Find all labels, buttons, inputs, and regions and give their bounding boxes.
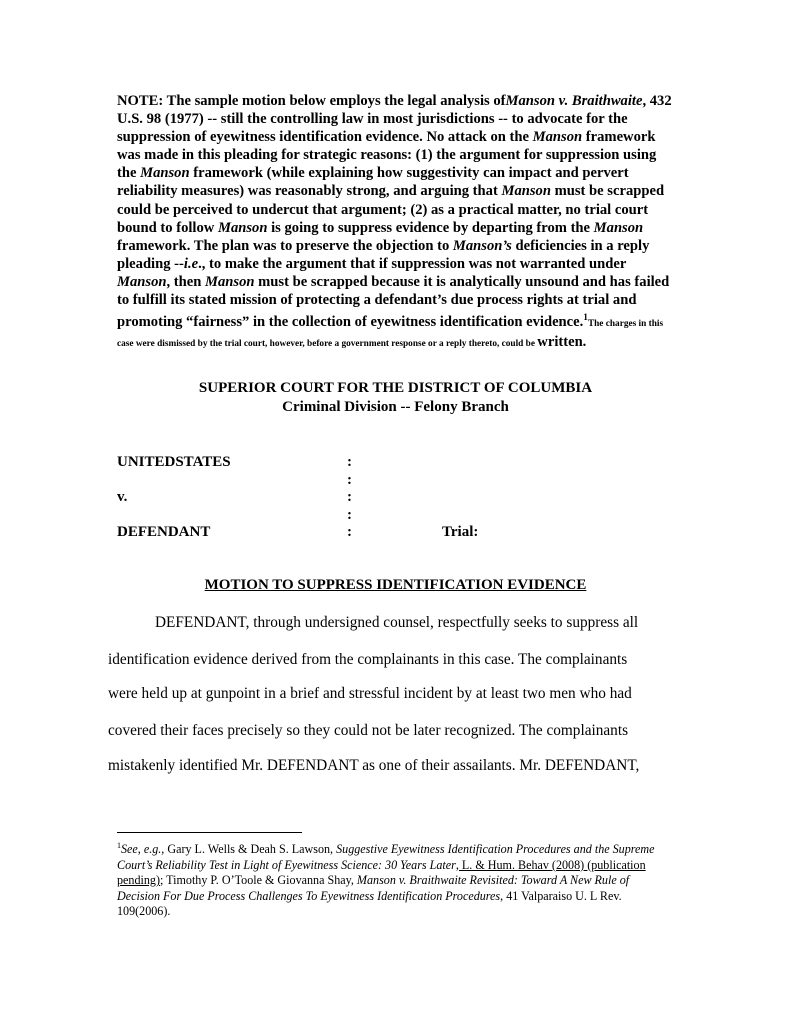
caption-colon: : bbox=[347, 524, 352, 540]
note-text: must be scrapped because it is analytically unsound and has failed to fulfill its stated mission of protecting a defendant’s due process rights at trial and promoting “fairness” in the collection of eyewitness identification evidence. bbox=[117, 273, 670, 330]
body-line: covered their faces precisely so they could not be later recognized. The complainants bbox=[108, 722, 629, 739]
case-name: Manson v. Braithwaite bbox=[505, 93, 643, 109]
footnote bbox=[117, 838, 662, 920]
body-line: mistakenly identified Mr. DEFENDANT as one of their assailants. Mr. DEFENDANT, bbox=[108, 757, 640, 774]
case-name: Manson bbox=[140, 165, 190, 182]
footnote-separator bbox=[117, 832, 302, 833]
footnote-text: , 41 Valparaiso U. L Rev. 109(2006). bbox=[117, 888, 622, 919]
court-division: Criminal Division -- Felony Branch bbox=[282, 399, 509, 415]
footnote-mark: 1 bbox=[117, 841, 121, 850]
body-line: were held up at gunpoint in a brief and stressful incident by at least two men who had bbox=[108, 685, 632, 702]
note-text: ., to make the argument that if suppression was not warranted under bbox=[198, 255, 627, 272]
caption-colon: : bbox=[347, 489, 352, 505]
signal: See, e.g., bbox=[121, 842, 165, 857]
note-small-text: The charges in this case were dismissed by the trial court, however, before a government response or a reply thereto, could be bbox=[117, 318, 664, 350]
note-text: framework (while explaining how suggestivity can impact and pervert reliability measures) was reasonably strong, and arguing that bbox=[117, 165, 629, 200]
case-name: Manson bbox=[217, 219, 268, 236]
case-name: Manson’s bbox=[452, 237, 512, 254]
footnote-text: ; Timothy P. O’Toole & Giovanna Shay, bbox=[160, 873, 357, 888]
case-name: Manson bbox=[532, 129, 583, 146]
note-text: written. bbox=[537, 334, 587, 351]
article-title: Suggestive Eyewitness Identification Procedures and the Supreme Court’s Reliability Test in Light of Eyewitness Science: 30 Years Later bbox=[117, 842, 655, 872]
note-text: framework was made in this pleading for strategic reasons: (1) the argument for suppression using the bbox=[117, 129, 657, 182]
caption-colon: : bbox=[347, 507, 352, 523]
note-text: , 432 U.S. 98 (1977) -- still the controlling law in most jurisdictions -- to advocate for the suppression of eyewitness identification evidence. No attack on the bbox=[117, 93, 672, 146]
abbreviation: i.e bbox=[183, 255, 199, 272]
article-title: Manson v. Braithwaite Revisited: Toward A New Rule of Decision For Due Process Challenges To Eyewitness Identification Procedures bbox=[117, 873, 630, 903]
body-line: DEFENDANT, through undersigned counsel, respectfully seeks to suppress all bbox=[155, 614, 639, 631]
caption-versus: v. bbox=[117, 489, 128, 505]
court-name: SUPERIOR COURT FOR THE DISTRICT OF COLUMBIA bbox=[198, 380, 593, 396]
case-name: Manson bbox=[117, 273, 167, 290]
note-text: deficiencies in a reply pleading -- bbox=[117, 237, 650, 272]
caption-plaintiff: UNITEDSTATES bbox=[117, 454, 231, 470]
note-text: is going to suppress evidence by departing from the bbox=[267, 219, 594, 236]
case-name: Manson bbox=[593, 219, 644, 236]
trial-label: Trial: bbox=[442, 524, 479, 540]
editor-note bbox=[117, 92, 679, 353]
footnote-text: Gary L. Wells & Deah S. Lawson, bbox=[164, 842, 337, 857]
caption-defendant: DEFENDANT bbox=[117, 524, 211, 540]
note-text: , then bbox=[166, 273, 205, 290]
note-text: framework. The plan was to preserve the objection to bbox=[117, 237, 453, 254]
case-name: Manson bbox=[205, 273, 255, 290]
footnote-reference[interactable]: 1 bbox=[583, 313, 588, 324]
caption-colon: : bbox=[347, 454, 352, 470]
body-line: identification evidence derived from the complainants in this case. The complainants bbox=[108, 651, 628, 668]
note-text: must be scrapped could be perceived to undercut that argument; (2) as a practical matter, no trial court bound to follow bbox=[117, 183, 665, 236]
case-name: Manson bbox=[501, 183, 551, 200]
motion-title: MOTION TO SUPPRESS IDENTIFICATION EVIDENCE bbox=[204, 577, 587, 593]
note-text: NOTE: The sample motion below employs the legal analysis of bbox=[117, 93, 506, 109]
citation-link[interactable]: , L. & Hum. Behav (2008) (publication pending) bbox=[117, 857, 646, 888]
caption-colon: : bbox=[347, 472, 352, 488]
